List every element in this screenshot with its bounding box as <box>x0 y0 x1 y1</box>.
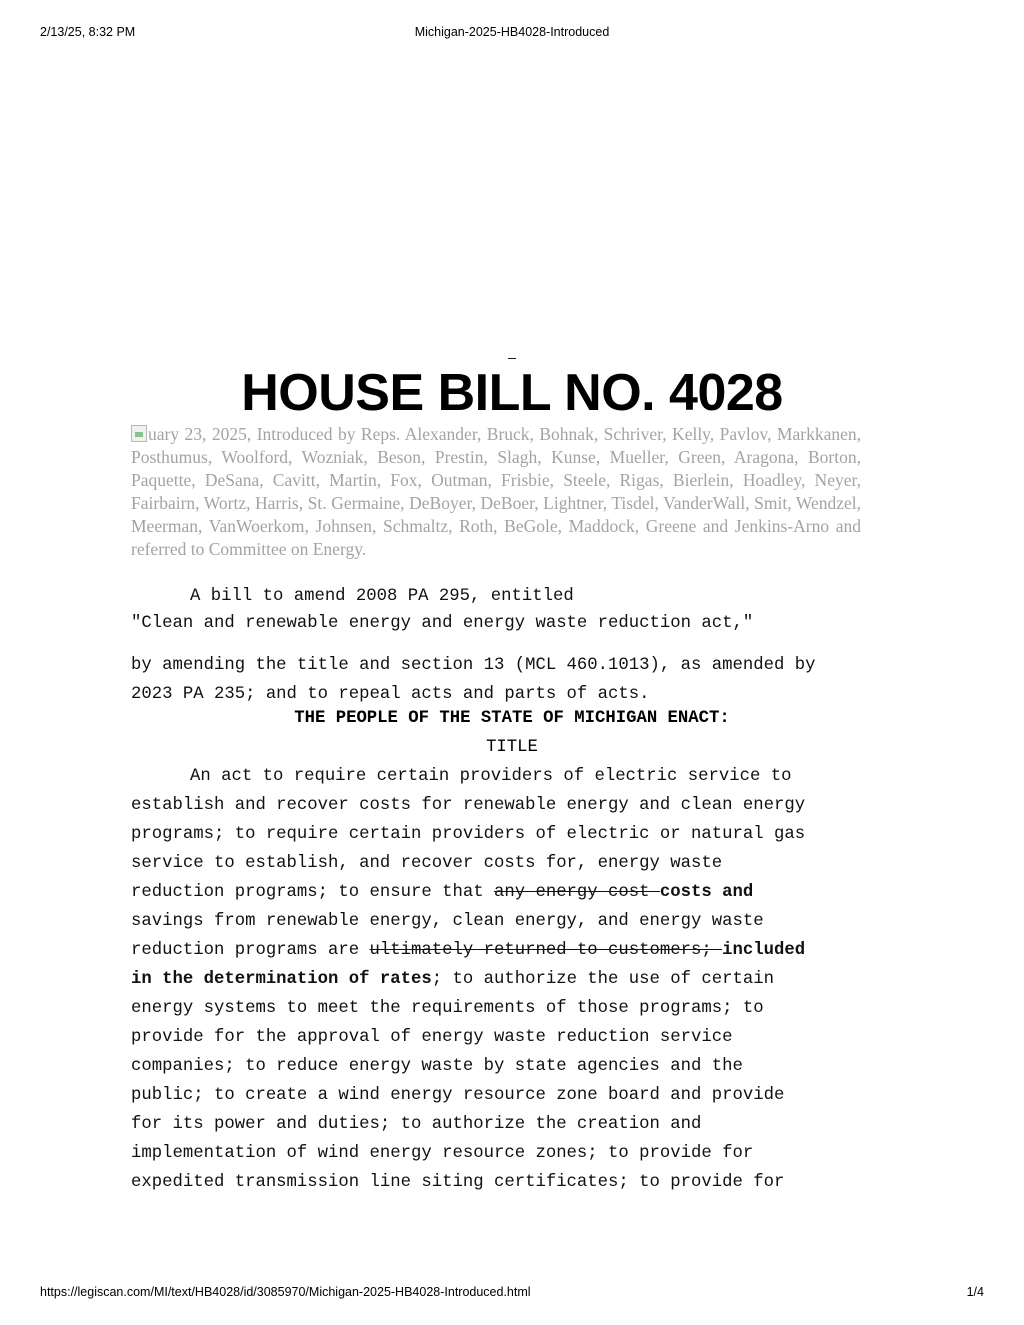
act-line: savings from renewable energy, clean energy, and energy waste <box>131 912 764 931</box>
bill-intro-line-2: "Clean and renewable energy and energy waste reduction act," <box>131 614 754 633</box>
act-line: provide for the approval of energy waste reduction service <box>131 1028 733 1047</box>
act-line: for its power and duties; to authorize the creation and <box>131 1115 702 1134</box>
amend-clause <box>131 651 911 709</box>
act-line: expedited transmission line siting certificates; to provide for <box>131 1173 785 1192</box>
inserted-text: costs and <box>659 883 754 902</box>
act-line: programs; to require certain providers of electric or natural gas <box>131 825 806 844</box>
act-line: companies; to reduce energy waste by state agencies and the <box>131 1057 743 1076</box>
bill-title: HOUSE BILL NO. 4028 <box>241 364 783 422</box>
bill-intro <box>131 583 911 637</box>
inserted-text: in the determination of rates <box>131 970 432 989</box>
page-indicator: 1/4 <box>966 1285 984 1299</box>
act-line: establish and recover costs for renewable energy and clean energy <box>131 796 806 815</box>
act-line: reduction programs are <box>131 941 370 960</box>
bill-intro-line-1: A bill to amend 2008 PA 295, entitled <box>190 587 574 606</box>
act-line: reduction programs; to ensure that <box>131 883 494 902</box>
struck-text: any energy cost <box>493 883 660 902</box>
act-line: energy systems to meet the requirements of those programs; to <box>131 999 764 1018</box>
act-line: implementation of wind energy resource zones; to provide for <box>131 1144 754 1163</box>
print-doc-title: Michigan-2025-HB4028-Introduced <box>414 25 610 39</box>
enacting-clause: THE PEOPLE OF THE STATE OF MICHIGAN ENACT: <box>294 709 730 728</box>
amend-line-2: 2023 PA 235; and to repeal acts and parts of acts. <box>131 685 650 704</box>
act-line: service to establish, and recover costs for, energy waste <box>131 854 723 873</box>
act-line: public; to create a wind energy resource zone board and provide <box>131 1086 785 1105</box>
broken-image-icon <box>131 425 147 442</box>
act-title-text <box>131 762 911 1197</box>
inserted-text: included <box>722 941 806 960</box>
print-url: https://legiscan.com/MI/text/HB4028/id/3085970/Michigan-2025-HB4028-Introduced.html <box>40 1285 531 1299</box>
title-heading: TITLE <box>486 738 538 757</box>
print-datetime: 2/13/25, 8:32 PM <box>40 25 136 39</box>
act-line: An act to require certain providers of electric service to <box>190 767 792 786</box>
title-dash: _ <box>508 343 516 359</box>
introduction-paragraph <box>131 423 861 561</box>
act-line: ; to authorize the use of certain <box>431 970 774 989</box>
struck-text: ultimately returned to customers; <box>369 941 723 960</box>
amend-line-1: by amending the title and section 13 (MCL 460.1013), as amended by <box>131 656 816 675</box>
introduction-text: uary 23, 2025, Introduced by Reps. Alexander, Bruck, Bohnak, Schriver, Kelly, Pavlov, Markkanen, Posthumus, Woolford, Wozniak, Beson, Prestin, Slagh, Kunse, Mueller, Green, Aragona, Borton, Paquette, DeSana, Cavitt, Martin, Fox, Outman, Frisbie, Steele, Rigas, Bierlein, Hoadley, Neyer, Fairbairn, Wortz, Harris, St. Germaine, DeBoyer, DeBoer, Lightner, Tisdel, VanderWall, Smit, Wendzel, Meerman, VanWoerkom, Johnsen, Schmaltz, Roth, BeGole, Maddock, Greene and Jenkins-Arno and referred to Committee on Energy. <box>131 424 861 559</box>
